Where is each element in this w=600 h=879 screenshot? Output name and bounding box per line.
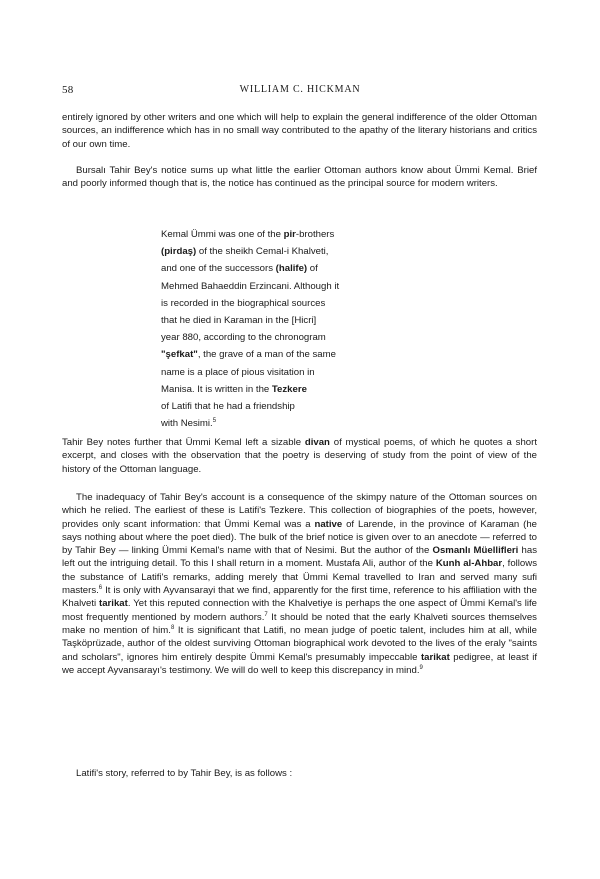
bold-term: native xyxy=(314,518,343,530)
text: -brothers xyxy=(295,229,335,240)
quote-line xyxy=(161,260,406,277)
quote-line: Mehmed Bahaeddin Erzincani. Although it xyxy=(161,280,340,292)
paragraph-continuation xyxy=(62,111,537,151)
text: Manisa. It is written in the xyxy=(161,383,272,395)
quote-line: that he died in Karaman in the [Hicri] xyxy=(161,315,317,327)
text: It is only with Ayvansarayi that we find, apparently for the first time, reference to his affiliation with the Khalveti xyxy=(62,585,537,610)
text: of mystical poems, of which he quotes a short excerpt, and closes with the observation that the poetry is deserving of study from the point of view of the history of the Ottoman language. xyxy=(62,437,537,475)
quote-line xyxy=(161,243,406,260)
quote-line: of Latifi that he had a friendship xyxy=(161,401,295,413)
text: . Yet this reputed connection with the Khalvetiye is perhaps the one aspect of Ümmi Kemal's life most frequently mentioned by modern authors. xyxy=(62,598,538,623)
text: It should be noted that the early Khalveti sources themselves make no mention of him. xyxy=(62,611,537,636)
footnote-marker: 6 xyxy=(98,584,103,591)
text: and one of the successors xyxy=(161,263,276,275)
bold-term: Osmanlı Müellifleri xyxy=(432,545,519,557)
running-head: WILLIAM C. HICKMAN xyxy=(239,84,361,95)
paragraph-latifi-story xyxy=(62,767,537,780)
text: It is significant that Latifi, no mean judge of poetic talent, includes him at all, while Taşköprüzade, author of the oldest surviving Ottoman biographical work devoted to the lives of the eraly "saints and scholars", ignores him entirely despite Ümmi Kemal's presumably impeccable xyxy=(62,624,537,663)
quote-line xyxy=(161,415,406,432)
paragraph-divan xyxy=(62,436,537,476)
text: Bursalı Tahir Bey's notice sums up what little the earlier Ottoman authors know about Ümmi Kemal. Brief and poorly informed though that is, the notice has continued as the principal source for modern writers. xyxy=(62,165,537,190)
quote-line xyxy=(161,346,406,363)
quote-line xyxy=(161,226,406,243)
footnote-marker: 5 xyxy=(212,418,217,425)
quote-line: is recorded in the biographical sources xyxy=(161,297,326,309)
bold-term: Kunh al-Ahbar xyxy=(435,558,503,570)
text: with Nesimi. xyxy=(161,418,213,430)
footnote-marker: 9 xyxy=(419,664,423,671)
text: entirely ignored by other writers and one which will help to explain the general indifference of the older Ottoman sources, an indifference which has in no small way contributed to the apathy of the literary historians and critics of our own time. xyxy=(62,112,537,150)
footnote-marker: 8 xyxy=(170,624,175,631)
bold-term: tarikat xyxy=(420,651,450,663)
bold-term: tarikat xyxy=(99,598,128,610)
quote-line xyxy=(161,381,406,398)
text: The inadequacy of Tahir Bey's account is a consequence of the skimpy nature of the Ottoman sources on which he relied. The earliest of these is Latifi's Tezkere. This collection of biographies of the poets, however, provides only scant information: that Ümmi Kemal was a xyxy=(62,492,537,530)
text: Tahir Bey notes further that Ümmi Kemal left a sizable xyxy=(62,437,305,448)
footnote-marker: 7 xyxy=(264,611,268,618)
paragraph-inadequacy xyxy=(62,491,537,677)
text: , the grave of a man of the same xyxy=(197,349,336,361)
text: Kemal Ümmi was one of the xyxy=(161,229,284,240)
paragraph-tahir-notice xyxy=(62,164,537,191)
page-number: 58 xyxy=(62,84,74,96)
text: pedigree, at least if we accept Ayvansarayı's testimony. We will do well to keep this discrepancy in mind. xyxy=(62,651,537,676)
bold-term: pir xyxy=(283,229,296,240)
text: of Larende, in the province of Karaman (he says nothing about where the poet died). The bulk of the brief notice is given over to an anecdote — referred to by Tahir Bey — linking Ümmi Kemal's name with that of Nesimi. But the author of the xyxy=(62,518,537,557)
block-quote xyxy=(161,226,406,432)
bold-term: (pirdaş) xyxy=(161,246,197,258)
bold-term: Tezkere xyxy=(271,383,307,395)
quote-line: name is a place of pious visitation in xyxy=(161,366,315,378)
bold-term: (halife) xyxy=(275,263,308,275)
text: of the sheikh Cemal-i Khalveti, xyxy=(196,246,329,258)
text: has left out the intriguing detail. To this I shall return in a moment. Mustafa Ali, author of the xyxy=(62,545,537,570)
text: Latifi's story, referred to by Tahir Bey, is as follows : xyxy=(76,768,293,779)
quote-line: year 880, according to the chronogram xyxy=(161,332,326,344)
bold-term: divan xyxy=(304,437,330,448)
bold-term: "şefkat" xyxy=(161,349,198,361)
text: of xyxy=(307,263,318,275)
text: , follows the substance of Latifi's remarks, adding merely that Ümmi Kemal travelled to Iran and served many sufi masters. xyxy=(62,558,537,597)
